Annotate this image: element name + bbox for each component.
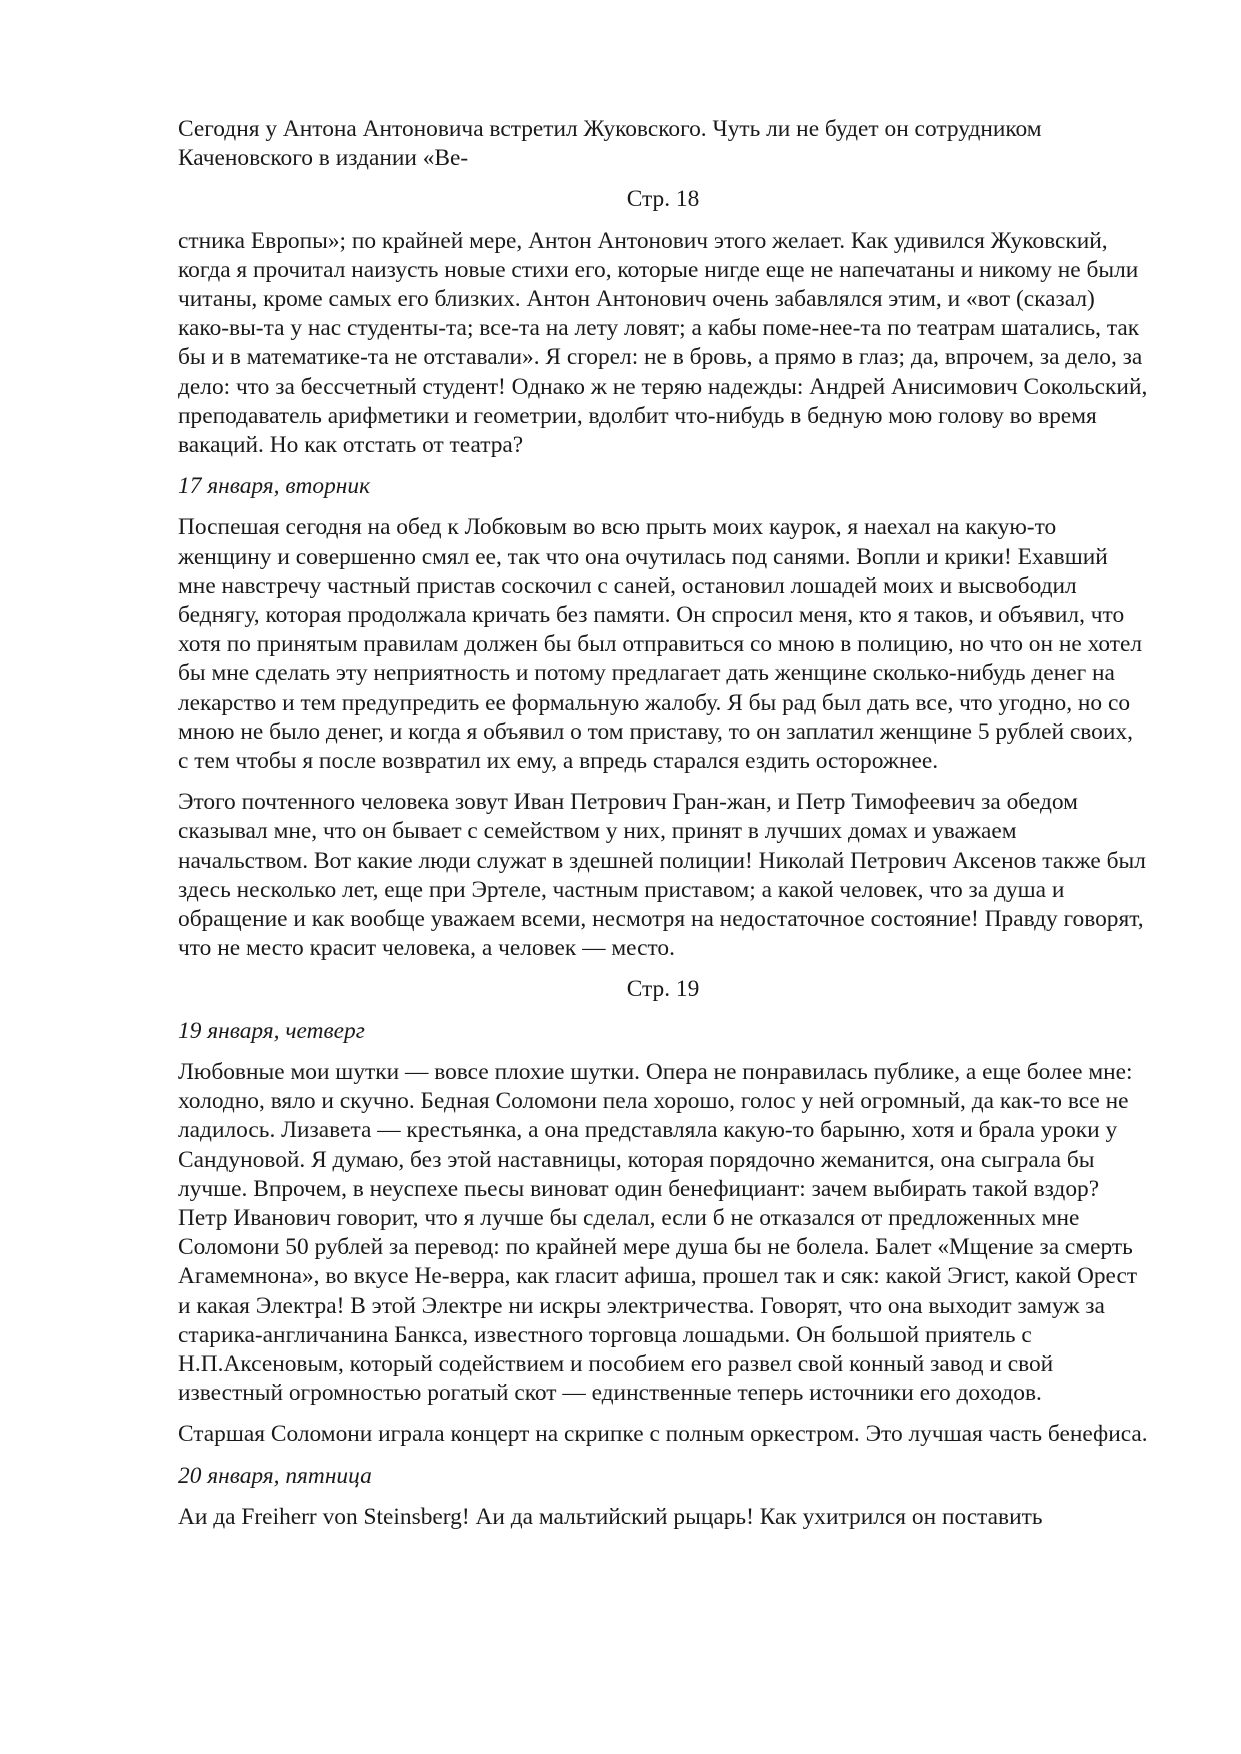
- document-page: [178, 115, 1148, 1544]
- date-heading-17-january: 17 января, вторник: [178, 473, 371, 500]
- paragraph-intro: Сегодня у Антона Антоновича встретил Жуковского. Чуть ли не будет он сотрудником Каченовского в издании «Ве-: [178, 116, 1042, 172]
- paragraph-accident: Поспешая сегодня на обед к Лобковым во всю прыть моих каурок, я наехал на какую-то женщину и совершенно смял ее, так что она очутилась под санями. Вопли и крики! Ехавший мне навстречу частный пристав соскочил с саней, остановил лошадей моих и высвободил беднягу, которая продолжала кричать без памяти. Он спросил меня, кто я таков, и объявил, что хотя по принятым правилам должен бы был отправиться со мною в полицию, но что он не хотел бы мне сделать эту неприятность и потому предлагает дать женщине сколько-нибудь денег на лекарство и тем предупредить ее формальную жалобу. Я бы рад был дать все, что угодно, но со мною не было денег, и когда я объявил о том приставу, то он заплатил женщине 5 рублей своих, с тем чтобы я после возвратил их ему, а впредь старался ездить осторожнее.: [178, 514, 1143, 775]
- page-number-18: Стр. 18: [626, 186, 700, 213]
- paragraph-grand-jean: Этого почтенного человека зовут Иван Петрович Гран-жан, и Петр Тимофеевич за обедом сказывал мне, что он бывает с семейством у них, принят в лучших домах и уважаем начальством. Вот какие люди служат в здешней полиции! Николай Петрович Аксенов также был здесь несколько лет, еще при Эртеле, частным приставом; а какой человек, что за душа и обращение и как вообще уважаем всеми, несмотря на недостаточное состояние! Правду говорят, что не место красит человека, а человек — место.: [178, 789, 1146, 962]
- paragraph-zhukovsky: стника Европы»; по крайней мере, Антон Антонович этого желает. Как удивился Жуковский, когда я прочитал наизусть новые стихи его, которые нигде еще не напечатаны и никому не были читаны, кроме самых его близких. Антон Антонович очень забавлялся этим, и «вот (сказал) како-вы-та у нас студенты-та; все-та на лету ловят; а кабы поме-нее-та по театрам шатались, так бы и в математике-та не отставали». Я сгорел: не в бровь, а прямо в глаз; да, впрочем, за дело, за дело: что за бессчетный студент! Однако ж не теряю надежды: Андрей Анисимович Сокольский, преподаватель арифметики и геометрии, вдолбит что-нибудь в бедную мою голову во время вакаций. Но как отстать от театра?: [178, 227, 1148, 459]
- paragraph-concert: Старшая Соломони играла концерт на скрипке с полным оркестром. Это лучшая часть бенефиса.: [178, 1421, 1148, 1448]
- paragraph-opera: Любовные мои шутки — вовсе плохие шутки. Опера не понравилась публике, а еще более мне: холодно, вяло и скучно. Бедная Соломони пела хорошо, голос у ней огромный, да как-то все не ладилось. Лизавета — крестьянка, а она представляла какую-то барыню, хотя и брала уроки у Сандуновой. Я думаю, без этой наставницы, которая порядочно жеманится, она сыграла бы лучше. Впрочем, в неуспехе пьесы виноват один бенефициант: зачем выбирать такой вздор? Петр Иванович говорит, что я лучше бы сделал, если б не отказался от предложенных мне Соломони 50 рублей за перевод: по крайней мере душа бы не болела. Балет «Мщение за смерть Агамемнона», во вкусе Не-верра, как гласит афиша, прошел так и сяк: какой Эгист, какой Орест и какая Электра! В этой Электре ни искры электричества. Говорят, что она выходит замуж за старика-англичанина Банкса, известного торговца лошадьми. Он большой приятель с Н.П.Аксеновым, который содействием и пособием его развел свой конный завод и свой известный огромностью рогатый скот — единственные теперь источники его доходов.: [178, 1058, 1138, 1407]
- date-heading-20-january: 20 января, пятница: [178, 1462, 372, 1489]
- page-number-19: Стр. 19: [626, 976, 700, 1003]
- paragraph-steinsberg: Аи да Freiherr von Steinsberg! Аи да мальтийский рыцарь! Как ухитрился он поставить: [178, 1503, 1043, 1530]
- date-heading-19-january: 19 января, четверг: [178, 1017, 365, 1044]
